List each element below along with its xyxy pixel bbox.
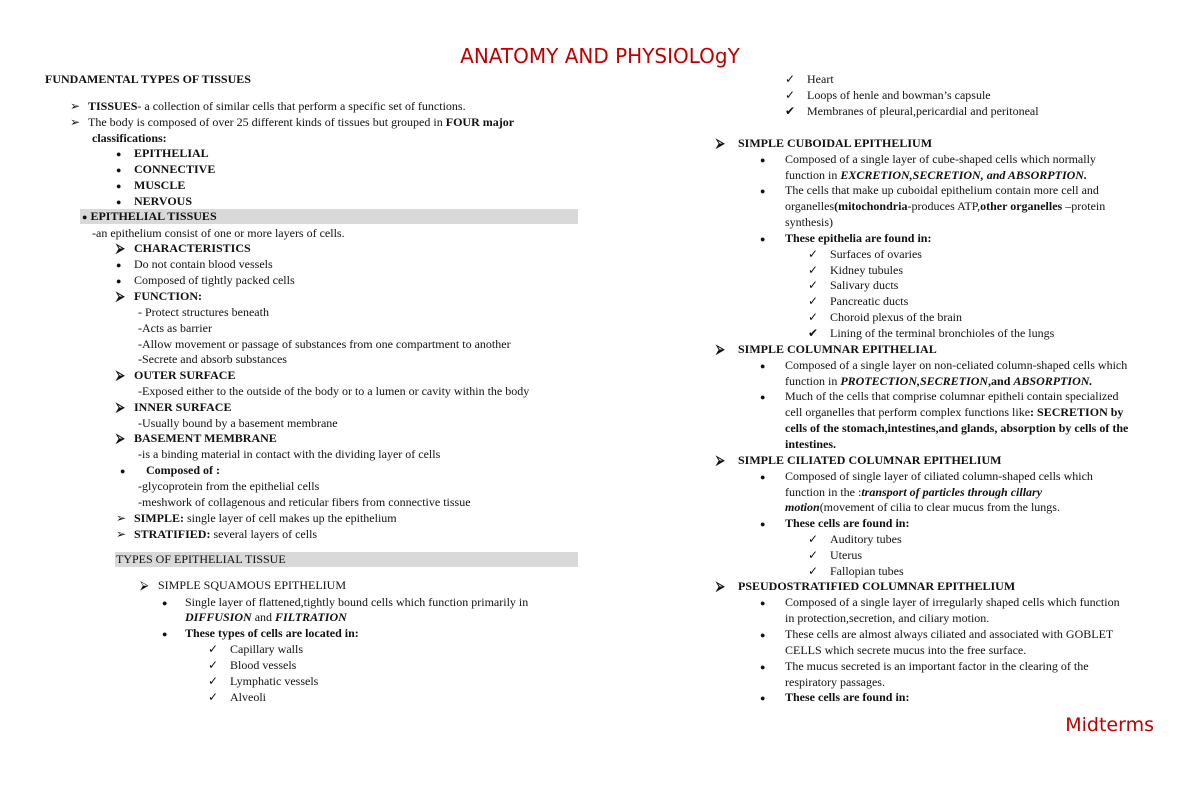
list-item: ● NERVOUS xyxy=(116,194,193,208)
list-item: ✓ Fallopian tubes xyxy=(808,564,904,578)
list-item-continuation: motion(movement of cilia to clear mucus from the lungs. xyxy=(785,500,1060,514)
checkmark-icon: ✓ xyxy=(808,247,819,261)
list-item-continuation: function in PROTECTION,SECRETION,and ABSORPTION. xyxy=(785,374,1093,388)
bullet-icon: ● xyxy=(116,149,122,159)
arrow-bullet-icon: ⮚ xyxy=(116,368,125,382)
list-item-continuation: function in the :transport of particles through cillary xyxy=(785,485,1043,499)
arrow-bullet-icon: ⮚ xyxy=(716,136,725,150)
list-item-continuation: classifications: xyxy=(92,131,167,145)
bullet-icon: ● xyxy=(82,212,88,222)
list-item: -Allow movement or passage of substances from one compartment to another xyxy=(138,337,511,351)
list-item: ● Do not contain blood vessels xyxy=(116,257,273,271)
list-item-continuation: DIFFUSION and FILTRATION xyxy=(185,610,347,624)
list-item: ✓ Kidney tubules xyxy=(808,263,903,277)
checkmark-icon: ✔ xyxy=(785,104,796,118)
arrow-bullet-icon: ⮚ xyxy=(116,241,125,255)
list-item: -glycoprotein from the epithelial cells xyxy=(138,479,320,493)
subheading: ⮚ OUTER SURFACE xyxy=(116,368,236,382)
checkmark-icon: ✓ xyxy=(808,294,819,308)
bullet-icon: ● xyxy=(760,662,766,672)
list-item: ● These cells are found in: xyxy=(760,690,910,704)
list-item: - Protect structures beneath xyxy=(138,305,269,319)
bullet-icon: ● xyxy=(760,186,766,196)
list-item-continuation: synthesis) xyxy=(785,215,833,229)
bullet-icon: ● xyxy=(116,276,122,286)
list-item: -Secrete and absorb substances xyxy=(138,352,287,366)
bullet-icon: ● xyxy=(162,598,168,608)
bullet-icon: ● xyxy=(760,392,766,402)
list-item: ✓ Loops of henle and bowman’s capsule xyxy=(785,88,991,102)
section-heading: FUNDAMENTAL TYPES OF TISSUES xyxy=(45,72,251,86)
bullet-icon: ● xyxy=(760,234,766,244)
list-item: ● These epithelia are found in: xyxy=(760,231,932,245)
list-item: ● These types of cells are located in: xyxy=(162,626,359,640)
arrow-bullet-icon: ⮚ xyxy=(716,579,725,593)
arrow-bullet-icon: ➢ xyxy=(70,99,81,113)
checkmark-icon: ✓ xyxy=(208,658,219,672)
list-item: ● CONNECTIVE xyxy=(116,162,216,176)
subheading: ⮚ SIMPLE CILIATED COLUMNAR EPITHELIUM xyxy=(716,453,1002,467)
list-item-continuation: function in EXCRETION,SECRETION, and ABSORPTION. xyxy=(785,168,1087,182)
list-item: ✓ Alveoli xyxy=(208,690,266,704)
list-item: ● Composed of a single layer on non-celiated column-shaped cells which xyxy=(760,358,1128,372)
subheading: ⮚ PSEUDOSTRATIFIED COLUMNAR EPITHELIUM xyxy=(716,579,1016,593)
subheading: ● Composed of : xyxy=(120,463,220,477)
list-item: ✓ Heart xyxy=(785,72,834,86)
paragraph: -Usually bound by a basement membrane xyxy=(138,416,338,430)
list-item: ● MUSCLE xyxy=(116,178,186,192)
list-item-continuation: CELLS which secrete mucus into the free surface. xyxy=(785,643,1027,657)
arrow-bullet-icon: ➢ xyxy=(116,511,127,525)
list-item: ✓ Pancreatic ducts xyxy=(808,294,909,308)
list-item: ✓ Salivary ducts xyxy=(808,278,899,292)
bullet-icon: ● xyxy=(760,472,766,482)
subheading: ⮚ BASEMENT MEMBRANE xyxy=(116,431,277,445)
checkmark-icon: ✓ xyxy=(208,690,219,704)
checkmark-icon: ✓ xyxy=(808,564,819,578)
bullet-icon: ● xyxy=(116,165,122,175)
page-title: ANATOMY AND PHYSIOLOgY xyxy=(460,44,740,68)
list-item: ● Single layer of flattened,tightly bound cells which function primarily in xyxy=(162,595,529,609)
list-item: ● Composed of single layer of ciliated column-shaped cells which xyxy=(760,469,1093,483)
subheading: ⮚ SIMPLE SQUAMOUS EPITHELIUM xyxy=(140,578,347,592)
bullet-icon: ● xyxy=(116,197,122,207)
checkmark-icon: ✓ xyxy=(808,310,819,324)
list-item: ✔ Membranes of pleural,pericardial and peritoneal xyxy=(785,104,1039,118)
list-item-continuation: in protection,secretion, and ciliary motion. xyxy=(785,611,990,625)
list-item-continuation: cell organelles that perform complex functions like: SECRETION by xyxy=(785,405,1124,419)
list-item: ● These cells are found in: xyxy=(760,516,910,530)
bullet-icon: ● xyxy=(120,466,126,476)
bullet-icon: ● xyxy=(116,260,122,270)
bullet-icon: ● xyxy=(760,361,766,371)
list-item: ➢ STRATIFIED: several layers of cells xyxy=(116,527,318,541)
list-item: ➢ TISSUES- a collection of similar cells that perform a specific set of functions. xyxy=(70,99,466,113)
bullet-icon: ● xyxy=(760,598,766,608)
arrow-bullet-icon: ⮚ xyxy=(716,342,725,356)
checkmark-icon: ✓ xyxy=(208,642,219,656)
bullet-icon: ● xyxy=(760,693,766,703)
list-item: ● EPITHELIAL xyxy=(116,146,209,160)
checkmark-icon: ✓ xyxy=(808,532,819,546)
arrow-bullet-icon: ⮚ xyxy=(116,289,125,303)
arrow-bullet-icon: ⮚ xyxy=(116,431,125,445)
list-item: ✓ Uterus xyxy=(808,548,862,562)
paragraph: -is a binding material in contact with the dividing layer of cells xyxy=(138,447,441,461)
list-item: ✓ Auditory tubes xyxy=(808,532,902,546)
subheading: ⮚ CHARACTERISTICS xyxy=(116,241,251,255)
bullet-icon: ● xyxy=(760,630,766,640)
list-item: -meshwork of collagenous and reticular fibers from connective tissue xyxy=(138,495,471,509)
subheading: ⮚ FUNCTION: xyxy=(116,289,202,303)
bullet-icon: ● xyxy=(760,519,766,529)
list-item: ✓ Capillary walls xyxy=(208,642,303,656)
section-heading: TYPES OF EPITHELIAL TISSUE xyxy=(116,552,286,566)
arrow-bullet-icon: ⮚ xyxy=(716,453,725,467)
subheading: ⮚ SIMPLE CUBOIDAL EPITHELIUM xyxy=(716,136,933,150)
checkmark-icon: ✓ xyxy=(208,674,219,688)
checkmark-icon: ✓ xyxy=(808,548,819,562)
list-item: ● The mucus secreted is an important factor in the clearing of the xyxy=(760,659,1089,673)
arrow-bullet-icon: ➢ xyxy=(70,115,81,129)
bullet-icon: ● xyxy=(162,629,168,639)
list-item-continuation: cells of the stomach,intestines,and glands, absorption by cells of the xyxy=(785,421,1129,435)
list-item: ● Composed of a single layer of cube-shaped cells which normally xyxy=(760,152,1096,166)
list-item: ➢ SIMPLE: single layer of cell makes up the epithelium xyxy=(116,511,397,525)
list-item: ✓ Lymphatic vessels xyxy=(208,674,319,688)
bullet-icon: ● xyxy=(116,181,122,191)
paragraph: -an epithelium consist of one or more layers of cells. xyxy=(92,226,345,240)
list-item: ➢ The body is composed of over 25 different kinds of tissues but grouped in FOUR major xyxy=(70,115,515,129)
list-item: ● Much of the cells that comprise columnar epitheli contain specialized xyxy=(760,389,1119,403)
list-item: -Acts as barrier xyxy=(138,321,212,335)
list-item-continuation: intestines. xyxy=(785,437,836,451)
list-item: ● These cells are almost always ciliated and associated with GOBLET xyxy=(760,627,1114,641)
list-item: ✔ Lining of the terminal bronchioles of the lungs xyxy=(808,326,1055,340)
checkmark-icon: ✓ xyxy=(808,278,819,292)
checkmark-icon: ✔ xyxy=(808,326,819,340)
checkmark-icon: ✓ xyxy=(785,72,796,86)
arrow-bullet-icon: ⮚ xyxy=(116,400,125,414)
list-item-continuation: respiratory passages. xyxy=(785,675,885,689)
subheading: ⮚ INNER SURFACE xyxy=(116,400,232,414)
bullet-icon: ● xyxy=(760,155,766,165)
subheading: ⮚ SIMPLE COLUMNAR EPITHELIAL xyxy=(716,342,937,356)
list-item: ● Composed of a single layer of irregularly shaped cells which function xyxy=(760,595,1120,609)
list-item: ✓ Blood vessels xyxy=(208,658,297,672)
list-item: ✓ Surfaces of ovaries xyxy=(808,247,922,261)
arrow-bullet-icon: ➢ xyxy=(116,527,127,541)
list-item: ● The cells that make up cuboidal epithelium contain more cell and xyxy=(760,183,1099,197)
list-item: ✓ Choroid plexus of the brain xyxy=(808,310,962,324)
arrow-bullet-icon: ⮚ xyxy=(140,578,149,592)
footer-label: Midterms xyxy=(1065,714,1154,736)
checkmark-icon: ✓ xyxy=(785,88,796,102)
checkmark-icon: ✓ xyxy=(808,263,819,277)
list-item-continuation: organelles(mitochondria-produces ATP,other organelles –protein xyxy=(785,199,1106,213)
section-heading: ● EPITHELIAL TISSUES xyxy=(82,209,217,223)
paragraph: -Exposed either to the outside of the body or to a lumen or cavity within the body xyxy=(138,384,530,398)
list-item: ● Composed of tightly packed cells xyxy=(116,273,295,287)
